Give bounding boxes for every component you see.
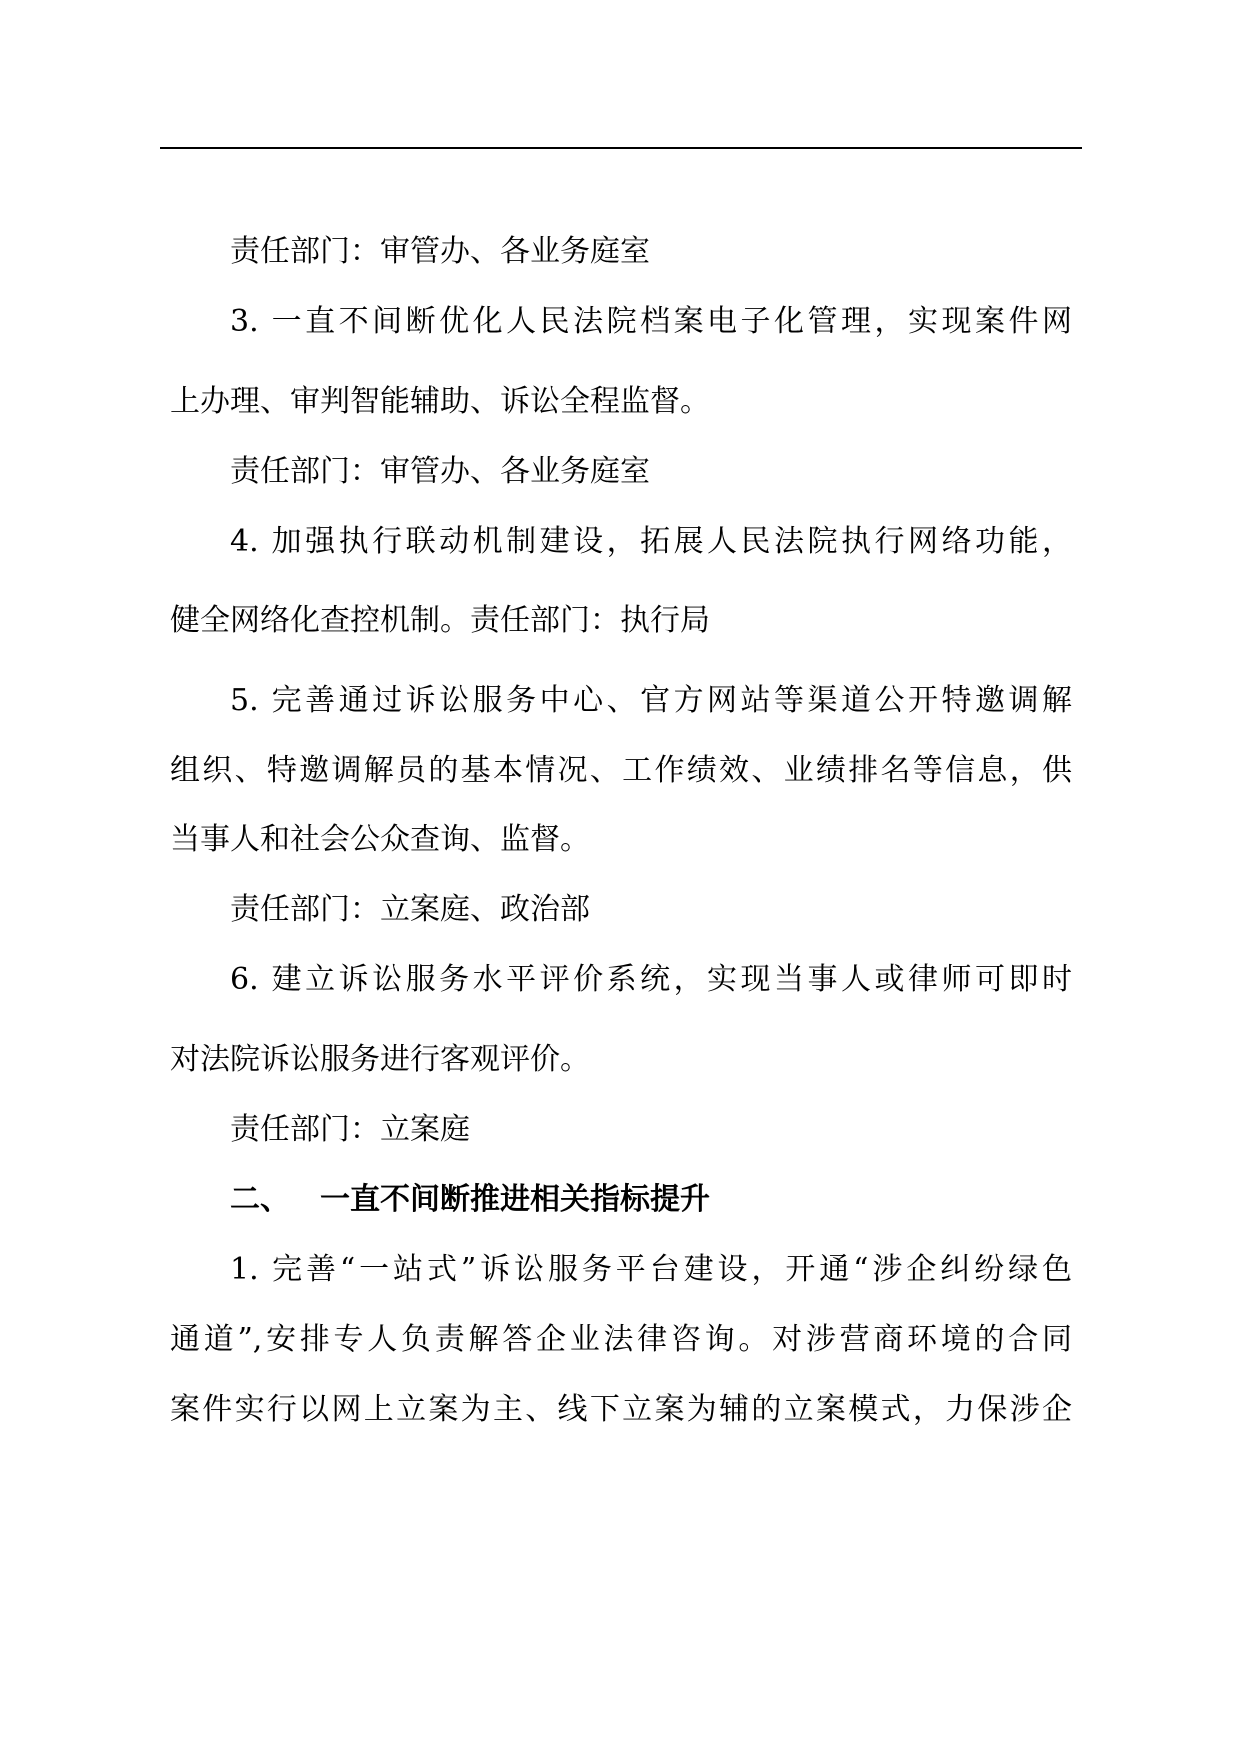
item-5-line-1: 5. 完善通过诉讼服务中心、官方网站等渠道公开特邀调解: [230, 683, 1072, 718]
responsible-dept-line: 责任部门：立案庭、政治部: [230, 892, 590, 927]
section-heading: [230, 1180, 710, 1220]
item-4-line-1: 4. 加强执行联动机制建设，拓展人民法院执行网络功能，: [230, 524, 1072, 559]
item-6-line-2: 对法院诉讼服务进行客观评价。: [170, 1042, 590, 1077]
section-2-item-1-line-3: 案件实行以网上立案为主、线下立案为辅的立案模式，力保涉企: [170, 1392, 1072, 1427]
section-2-item-1-line-1: 1. 完善“一站式”诉讼服务平台建设，开通“涉企纠纷绿色: [230, 1252, 1072, 1287]
header-rule: [160, 147, 1082, 149]
item-4-line-2: 健全网络化查控机制。责任部门：执行局: [170, 603, 710, 638]
item-3-line-2: 上办理、审判智能辅助、诉讼全程监督。: [170, 384, 710, 419]
item-5-line-2: 组织、特邀调解员的基本情况、工作绩效、业绩排名等信息，供: [170, 753, 1072, 788]
responsible-dept-line: 责任部门：审管办、各业务庭室: [230, 234, 650, 269]
item-3-line-1: 3. 一直不间断优化人民法院档案电子化管理，实现案件网: [230, 304, 1072, 339]
item-5-line-3: 当事人和社会公众查询、监督。: [170, 822, 590, 857]
responsible-dept-line: 责任部门：审管办、各业务庭室: [230, 454, 650, 489]
responsible-dept-line: 责任部门：立案庭: [230, 1112, 470, 1147]
section-heading-number: 二、: [230, 1182, 290, 1217]
section-2-item-1-line-2: 通道”,安排专人负责解答企业法律咨询。对涉营商环境的合同: [170, 1322, 1072, 1357]
item-6-line-1: 6. 建立诉讼服务水平评价系统，实现当事人或律师可即时: [230, 962, 1072, 997]
section-heading-title: 一直不间断推进相关指标提升: [320, 1182, 710, 1217]
